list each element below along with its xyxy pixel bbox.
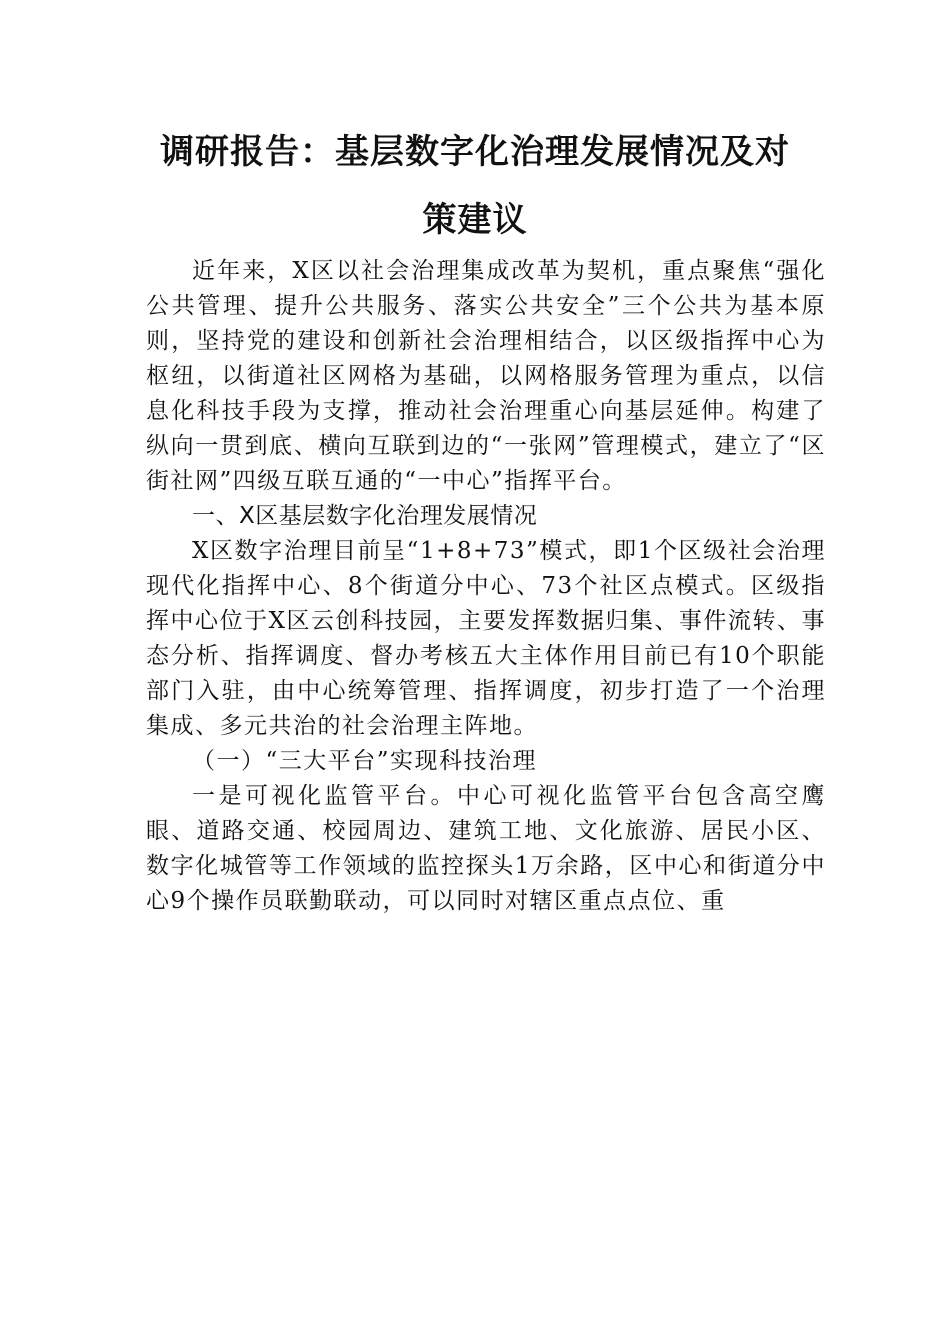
section-heading: 一、X区基层数字化治理发展情况 (192, 503, 538, 529)
document-title-line-2: 策建议 (422, 200, 528, 240)
document-title-line-1: 调研报告：基层数字化治理发展情况及对 (160, 132, 790, 172)
subsection-heading: （一）“三大平台”实现科技治理 (192, 748, 538, 774)
intro-paragraph: 近年来，X区以社会治理集成改革为契机，重点聚焦“强化公共管理、提升公共服务、落实公共安全”三个公共为基本原则，坚持党的建设和创新社会治理相结合，以区级指挥中心为枢纽，以街道社区网格为基础，以网格服务管理为重点，以信息化科技手段为支撑，推动社会治理重心向基层延伸。构建了纵向一贯到底、横向互联到边的“一张网”管理模式，建立了“区街社网”四级互联互通的“一中心”指挥平台。 (146, 258, 826, 494)
subsection-paragraph: 一是可视化监管平台。中心可视化监管平台包含高空鹰眼、道路交通、校园周边、建筑工地、文化旅游、居民小区、数字化城管等工作领域的监控探头1万余路，区中心和街道分中心9个操作员联勤联动，可以同时对辖区重点点位、重 (146, 783, 826, 914)
document-body (146, 254, 826, 919)
section-paragraph: X区数字治理目前呈“1+8+73”模式，即1个区级社会治理现代化指挥中心、8个街道分中心、73个社区点模式。区级指挥中心位于X区云创科技园，主要发挥数据归集、事件流转、事态分析、指挥调度、督办考核五大主体作用目前已有10个职能部门入驻，由中心统筹管理、指挥调度，初步打造了一个治理集成、多元共治的社会治理主阵地。 (146, 538, 826, 739)
